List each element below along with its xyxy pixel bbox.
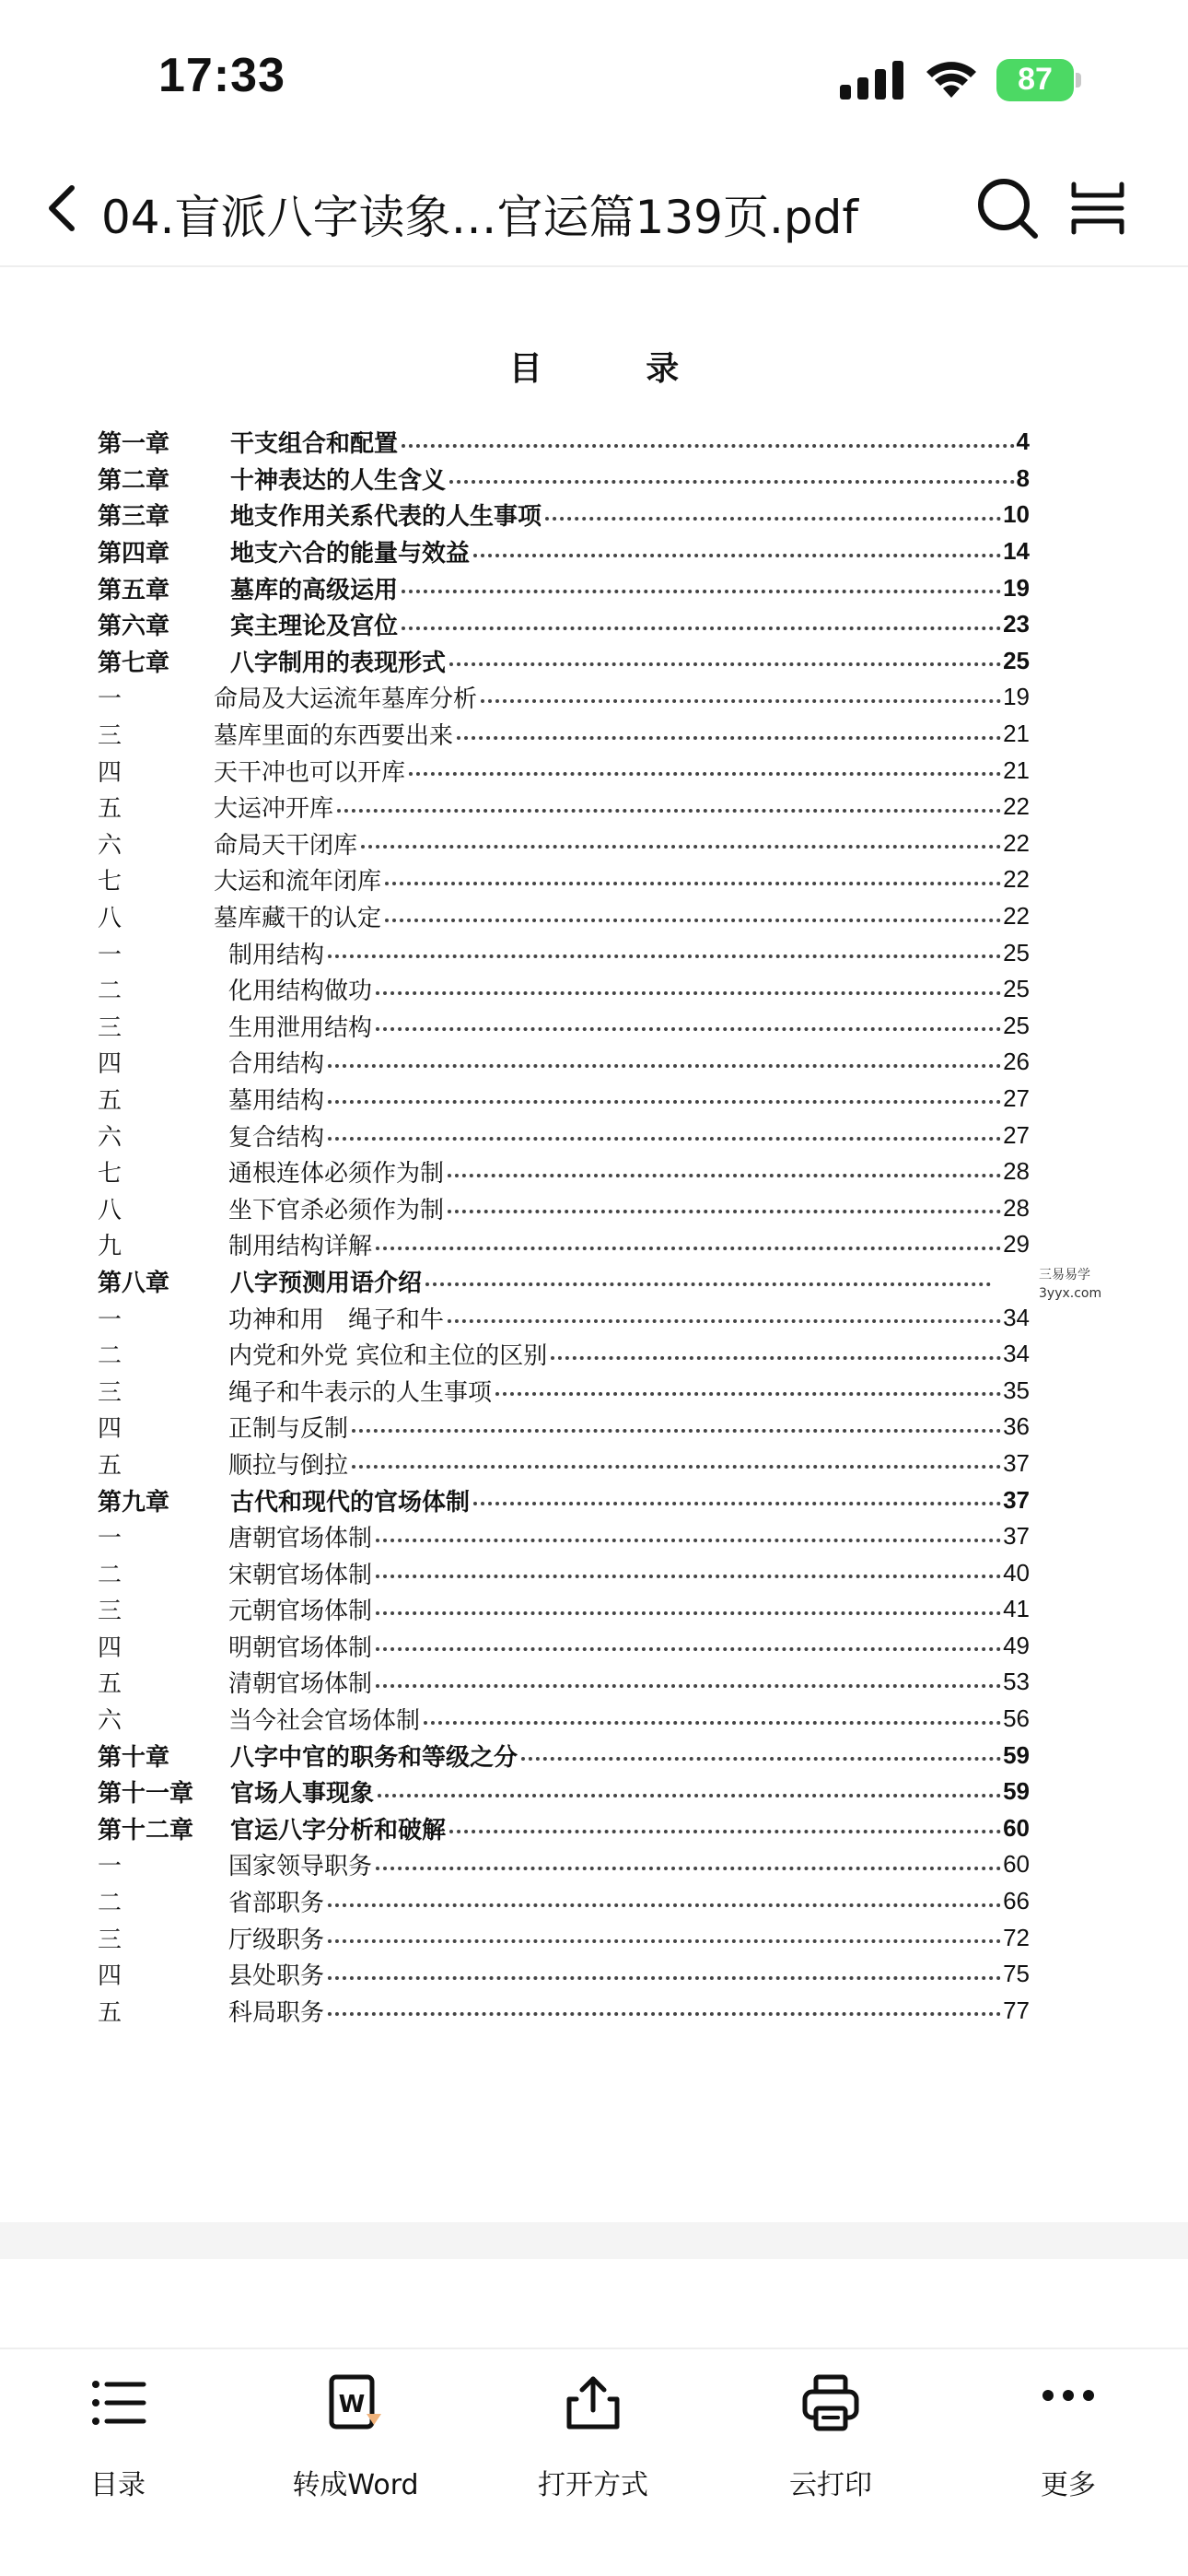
- toc-entry-page: 22: [1003, 828, 1030, 857]
- toc-entry-number: 第四章: [98, 540, 170, 568]
- toc-entry-page: 40: [1003, 1558, 1030, 1587]
- toc-entry-number: 二: [98, 978, 122, 1006]
- toc-entry-title: 八字预测用语介绍: [230, 1269, 423, 1297]
- toc-dot-leader: [385, 882, 1001, 885]
- toc-entry-page: 21: [1003, 755, 1030, 784]
- toc-entry-number: 二: [98, 1890, 122, 1918]
- toc-dot-leader: [328, 2012, 1001, 2016]
- toc-entry-page: 56: [1003, 1704, 1030, 1733]
- toc-entry[interactable]: [98, 1263, 1030, 1300]
- toc-entry[interactable]: [98, 1846, 1030, 1883]
- toc-entry[interactable]: [98, 752, 1030, 789]
- toc-entry-number: 三: [98, 1378, 122, 1407]
- toc-entry-number: 三: [98, 722, 122, 751]
- toc-entry[interactable]: [98, 898, 1030, 935]
- toc-entry-number: 六: [98, 1707, 122, 1736]
- toc-dot-leader: [473, 554, 1001, 557]
- toc-dot-leader: [376, 1684, 1001, 1688]
- toc-dot-leader: [328, 954, 1001, 958]
- toc-entry-title: 墓库藏干的认定: [214, 905, 382, 933]
- toc-entry-number: 一: [98, 941, 122, 969]
- toc-entry-title: 命局天干闭库: [214, 831, 358, 860]
- toc-entry-page: 49: [1003, 1631, 1030, 1659]
- toc-entry[interactable]: [98, 1446, 1030, 1482]
- toc-entry-number: 四: [98, 1050, 122, 1079]
- toc-entry[interactable]: [98, 1226, 1030, 1263]
- toc-entry-page: 8: [1016, 463, 1030, 492]
- toc-entry[interactable]: [98, 1008, 1030, 1045]
- toc-dot-leader: [495, 1392, 1001, 1396]
- toc-entry[interactable]: [98, 1919, 1030, 1956]
- toc-dot-leader: [376, 1539, 1001, 1542]
- toc-entry-page: 25: [1003, 646, 1030, 674]
- toc-entry-number: 一: [98, 1306, 122, 1334]
- toc-dot-leader: [337, 809, 1001, 813]
- share-icon: [564, 2373, 623, 2432]
- more-icon: [1039, 2373, 1098, 2432]
- toc-entry-number: 第十二章: [98, 1816, 194, 1844]
- toc-entry-number: 九: [98, 1233, 122, 1261]
- toc-entry[interactable]: [98, 424, 1030, 461]
- toc-entry-page: 22: [1003, 792, 1030, 821]
- toc-entry-number: 第六章: [98, 613, 170, 641]
- toc-dot-leader: [481, 699, 1001, 703]
- toc-entry-number: 二: [98, 1561, 122, 1589]
- toc-entry-number: 一: [98, 1525, 122, 1553]
- toc-entry[interactable]: [98, 1372, 1030, 1409]
- toc-entry[interactable]: [98, 1518, 1030, 1555]
- toc-entry-title: 明朝官场体制: [228, 1633, 373, 1662]
- toc-entry[interactable]: [98, 825, 1030, 862]
- toc-entry-title: 宋朝官场体制: [228, 1561, 373, 1589]
- toc-entry-page: 72: [1003, 1923, 1030, 1951]
- toc-entry-number: 七: [98, 1160, 122, 1188]
- toc-dot-leader: [409, 772, 1001, 776]
- toc-dot-leader: [352, 1465, 1001, 1469]
- toc-entry-number: 七: [98, 868, 122, 896]
- page-gap: [0, 2222, 1188, 2259]
- toc-entry-title: 制用结构详解: [228, 1233, 373, 1261]
- toc-entry-number: 五: [98, 795, 122, 824]
- toc-entry-number: 六: [98, 831, 122, 860]
- toc-entry-page: 25: [1003, 1011, 1030, 1039]
- toc-entry-number: 第十一章: [98, 1780, 194, 1809]
- toc-entry-title: 地支六合的能量与效益: [230, 540, 471, 568]
- toc-dot-leader: [376, 1647, 1001, 1651]
- toc-entry-title: 清朝官场体制: [228, 1670, 373, 1699]
- toc-entry-page: 21: [1003, 720, 1030, 748]
- toc-entry-page: 75: [1003, 1960, 1030, 1988]
- toc-entry-page: 27: [1003, 1120, 1030, 1149]
- convert-word-label: 转成Word: [292, 2469, 419, 2501]
- more-button[interactable]: [976, 2373, 1160, 2521]
- toc-dot-leader: [402, 626, 1001, 630]
- table-of-contents: [98, 424, 1030, 2029]
- toc-entry-number: 一: [98, 685, 122, 714]
- toc-entry-title: 科局职务: [228, 1998, 325, 2027]
- toc-entry-title: 唐朝官场体制: [228, 1525, 373, 1553]
- toc-dot-leader: [361, 845, 1001, 849]
- toc-entry-page: 22: [1003, 902, 1030, 931]
- watermark-line1: 三易易学: [1039, 1268, 1090, 1282]
- toc-entry-title: 厅级职务: [228, 1926, 325, 1954]
- toc-entry[interactable]: [98, 1628, 1030, 1665]
- toc-dot-leader: [328, 1100, 1001, 1104]
- toc-dot-leader: [449, 662, 1001, 666]
- toc-entry-page: 53: [1003, 1668, 1030, 1696]
- toc-dot-leader: [551, 1356, 1001, 1360]
- toc-entry-title: 干支组合和配置: [230, 430, 399, 459]
- more-label: 更多: [1041, 2469, 1096, 2501]
- toc-dot-leader: [521, 1757, 1001, 1761]
- toc-entry-number: 五: [98, 1670, 122, 1699]
- status-bar: [0, 0, 1188, 138]
- toc-entry[interactable]: [98, 971, 1030, 1008]
- toc-entry[interactable]: [98, 643, 1030, 680]
- toc-entry-title: 天干冲也可以开库: [214, 758, 406, 787]
- toc-entry[interactable]: [98, 1810, 1030, 1847]
- toc-entry-title: 地支作用关系代表的人生事项: [230, 503, 542, 532]
- toc-entry-page: 37: [1003, 1485, 1030, 1514]
- toc-entry-page: 66: [1003, 1887, 1030, 1915]
- open-with-button[interactable]: [501, 2373, 685, 2521]
- printer-icon: [801, 2373, 860, 2432]
- battery-icon: [996, 59, 1081, 101]
- toc-entry-title: 十神表达的人生含义: [230, 466, 447, 495]
- toc-entry-title: 县处职务: [228, 1962, 325, 1991]
- toc-dot-leader: [378, 1794, 1001, 1797]
- toc-entry[interactable]: [98, 789, 1030, 825]
- toc-entry-page: 19: [1003, 683, 1030, 711]
- toc-dot-leader: [328, 1976, 1001, 1980]
- toc-entry[interactable]: [98, 1117, 1030, 1153]
- toc-entry-title: 八字中官的职务和等级之分: [230, 1743, 518, 1772]
- toc-entry-page: 34: [1003, 1340, 1030, 1368]
- toc-entry[interactable]: [98, 1774, 1030, 1810]
- toc-entry-number: 第五章: [98, 576, 170, 604]
- toc-entry-title: 宾主理论及宫位: [230, 613, 399, 641]
- toc-entry-number: 第九章: [98, 1488, 170, 1516]
- toc-entry-page: 28: [1003, 1157, 1030, 1186]
- toc-entry-title: 墓用结构: [228, 1086, 325, 1115]
- toc-entry[interactable]: [98, 1554, 1030, 1591]
- toc-entry-number: 三: [98, 1926, 122, 1954]
- toc-entry-title: 大运和流年闭库: [214, 868, 382, 896]
- cloud-print-label: 云打印: [789, 2469, 872, 2501]
- toc-entry-title: 功神和用 绳子和牛: [228, 1306, 445, 1334]
- toc-entry-title: 通根连体必须作为制: [228, 1160, 445, 1188]
- toc-entry-number: 第十章: [98, 1743, 170, 1772]
- toc-entry-page: 22: [1003, 865, 1030, 894]
- toc-button[interactable]: [26, 2373, 210, 2521]
- toc-entry[interactable]: [98, 1591, 1030, 1628]
- toc-entry-page: 26: [1003, 1048, 1030, 1076]
- toc-entry[interactable]: [98, 1956, 1030, 1993]
- toc-entry-page: 28: [1003, 1193, 1030, 1222]
- back-icon[interactable]: [41, 181, 87, 236]
- toc-entry-title: 省部职务: [228, 1890, 325, 1918]
- toc-entry-page: 10: [1003, 500, 1030, 529]
- toc-entry[interactable]: [98, 1701, 1030, 1738]
- toc-entry[interactable]: [98, 1081, 1030, 1118]
- toc-entry-title: 坐下官杀必须作为制: [228, 1196, 445, 1224]
- toc-entry[interactable]: [98, 497, 1030, 533]
- toc-entry-number: 六: [98, 1123, 122, 1152]
- toc-dot-leader: [457, 736, 1001, 740]
- toc-entry-page: 41: [1003, 1595, 1030, 1623]
- toc-entry[interactable]: [98, 679, 1030, 716]
- cellular-signal-icon: [840, 61, 904, 100]
- toc-entry-number: 四: [98, 758, 122, 787]
- toc-dot-leader: [328, 1064, 1001, 1068]
- toc-dot-leader: [473, 1502, 1001, 1505]
- toc-dot-leader: [402, 444, 1015, 448]
- toc-entry-title: 国家领导职务: [228, 1853, 373, 1881]
- toc-entry-number: 五: [98, 1451, 122, 1480]
- toc-dot-leader: [352, 1429, 1001, 1433]
- toc-entry-page: 37: [1003, 1448, 1030, 1477]
- battery-percent: 87: [1018, 62, 1053, 97]
- word-convert-icon: [326, 2373, 385, 2432]
- toc-dot-leader: [449, 1830, 1001, 1833]
- toc-entry-number: 第八章: [98, 1269, 170, 1297]
- toc-entry-title: 当今社会官场体制: [228, 1707, 421, 1736]
- toc-dot-leader: [448, 1174, 1001, 1177]
- toc-entry-page: 35: [1003, 1376, 1030, 1404]
- toc-heading: 目 录: [508, 349, 680, 388]
- toc-entry[interactable]: [98, 1993, 1030, 2030]
- toc-entry[interactable]: [98, 1664, 1030, 1701]
- list-icon: [88, 2373, 147, 2432]
- toc-button-label: 目录: [90, 2469, 146, 2501]
- toc-dot-leader: [449, 480, 1015, 484]
- toc-entry-title: 绳子和牛表示的人生事项: [228, 1378, 493, 1407]
- toc-entry-page: 77: [1003, 1996, 1030, 2024]
- toc-entry[interactable]: [98, 861, 1030, 898]
- toc-entry-number: 八: [98, 1196, 122, 1224]
- toc-entry-page: 37: [1003, 1522, 1030, 1551]
- toc-entry-page: 4: [1016, 427, 1030, 456]
- toc-entry-page: 14: [1003, 537, 1030, 566]
- toc-entry[interactable]: [98, 1336, 1030, 1373]
- toc-dot-leader: [376, 991, 1001, 995]
- toc-entry-title: 顺拉与倒拉: [228, 1451, 349, 1480]
- toc-entry-title: 官场人事现象: [230, 1780, 375, 1809]
- search-icon[interactable]: [974, 175, 1041, 241]
- toc-entry-title: 内党和外党 宾位和主位的区别: [228, 1342, 548, 1371]
- toc-entry[interactable]: [98, 934, 1030, 971]
- document-title: 04.盲派八字读象…官运篇139页.pdf: [101, 191, 858, 244]
- toc-dot-leader: [376, 1575, 1001, 1578]
- toc-entry-number: 一: [98, 1853, 122, 1881]
- toc-entry-number: 第一章: [98, 430, 170, 459]
- toc-entry[interactable]: [98, 1481, 1030, 1518]
- toc-entry-page: 60: [1003, 1850, 1030, 1879]
- toc-dot-leader: [448, 1319, 1001, 1323]
- toc-dot-leader: [328, 1137, 1001, 1141]
- toc-entry-title: 墓库的高级运用: [230, 576, 399, 604]
- toc-entry-page: 59: [1003, 1740, 1030, 1769]
- toc-dot-leader: [424, 1721, 1001, 1725]
- pdf-page[interactable]: [0, 269, 1188, 2222]
- toc-entry-title: 官运八字分析和破解: [230, 1816, 447, 1844]
- toc-entry-page: 29: [1003, 1230, 1030, 1259]
- toc-entry-number: 第二章: [98, 466, 170, 495]
- toc-entry[interactable]: [98, 1409, 1030, 1446]
- toc-entry-number: 第三章: [98, 503, 170, 532]
- toc-entry[interactable]: [98, 1044, 1030, 1081]
- toc-entry-page: 27: [1003, 1083, 1030, 1112]
- toc-dot-leader: [376, 1611, 1001, 1615]
- toc-entry-number: 五: [98, 1086, 122, 1115]
- toc-entry-page: 36: [1003, 1412, 1030, 1441]
- toc-dot-leader: [376, 1867, 1001, 1870]
- toc-entry-number: 二: [98, 1342, 122, 1371]
- document-title-bar: [0, 147, 1188, 267]
- toc-entry[interactable]: [98, 461, 1030, 498]
- bottom-toolbar: [0, 2348, 1188, 2576]
- toc-entry-title: 合用结构: [228, 1050, 325, 1079]
- toc-entry[interactable]: [98, 1883, 1030, 1920]
- toc-entry-page: 19: [1003, 573, 1030, 602]
- toc-dot-leader: [385, 919, 1001, 922]
- wifi-icon: [925, 55, 978, 100]
- toc-dot-leader: [425, 1282, 991, 1286]
- svg-text:W: W: [338, 2391, 366, 2418]
- toc-dot-leader: [402, 590, 1001, 593]
- toc-entry-title: 复合结构: [228, 1123, 325, 1152]
- toc-entry-number: 八: [98, 905, 122, 933]
- toc-entry-page: 59: [1003, 1777, 1030, 1806]
- toc-entry-title: 元朝官场体制: [228, 1598, 373, 1626]
- toc-dot-leader: [376, 1027, 1001, 1031]
- convert-word-button[interactable]: [263, 2373, 448, 2521]
- cloud-print-button[interactable]: [739, 2373, 923, 2521]
- toc-entry-number: 五: [98, 1998, 122, 2027]
- toc-entry-page: 25: [1003, 938, 1030, 966]
- watermark-line2: 3yyx.com: [1039, 1286, 1102, 1301]
- toc-entry-page: 34: [1003, 1303, 1030, 1331]
- toc-entry[interactable]: [98, 569, 1030, 606]
- toc-entry-page: 23: [1003, 610, 1030, 638]
- toc-entry-title: 正制与反制: [228, 1415, 349, 1444]
- toc-entry-number: 四: [98, 1633, 122, 1662]
- toc-entry[interactable]: [98, 1737, 1030, 1774]
- toc-entry-number: 四: [98, 1415, 122, 1444]
- toc-entry-page: 25: [1003, 975, 1030, 1003]
- toc-entry-title: 化用结构做功: [228, 978, 373, 1006]
- toc-dot-leader: [448, 1210, 1001, 1213]
- toc-entry[interactable]: [98, 716, 1030, 753]
- toc-entry-title: 墓库里面的东西要出来: [214, 722, 454, 751]
- toc-entry-number: 四: [98, 1962, 122, 1991]
- toc-entry-number: 第七章: [98, 649, 170, 677]
- toc-entry-title: 古代和现代的官场体制: [230, 1488, 471, 1516]
- toc-entry[interactable]: [98, 606, 1030, 643]
- toc-entry-title: 大运冲开库: [214, 795, 334, 824]
- toc-entry-number: 三: [98, 1598, 122, 1626]
- toc-dot-leader: [328, 1939, 1001, 1943]
- toc-entry[interactable]: [98, 533, 1030, 570]
- toc-entry[interactable]: [98, 1153, 1030, 1190]
- toc-dot-leader: [545, 517, 1001, 521]
- toc-entry-title: 命局及大运流年墓库分析: [214, 685, 478, 714]
- toc-entry-page: 60: [1003, 1813, 1030, 1842]
- toc-dot-leader: [376, 1247, 1001, 1250]
- toc-entry[interactable]: [98, 1299, 1030, 1336]
- toc-dot-leader: [328, 1903, 1001, 1907]
- open-with-label: 打开方式: [538, 2469, 648, 2501]
- toc-entry-title: 制用结构: [228, 941, 325, 969]
- toc-entry-title: 生用泄用结构: [228, 1013, 373, 1042]
- fit-width-icon[interactable]: [1068, 179, 1127, 238]
- status-time: 17:33: [158, 49, 285, 102]
- toc-entry[interactable]: [98, 1189, 1030, 1226]
- toc-entry-title: 八字制用的表现形式: [230, 649, 447, 677]
- toc-entry-number: 三: [98, 1013, 122, 1042]
- watermark: [1039, 1266, 1101, 1303]
